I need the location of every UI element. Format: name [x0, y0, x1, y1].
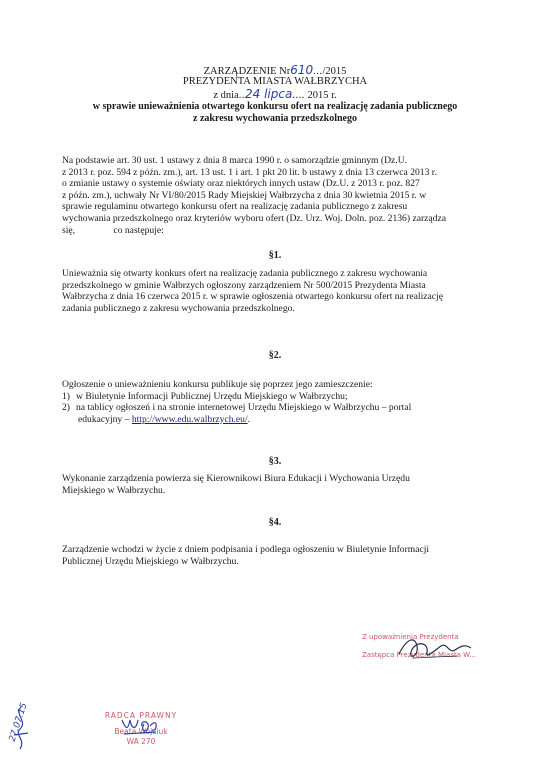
preamble-line: się, co następuje: — [62, 224, 164, 236]
handwritten-number: 610 — [290, 63, 314, 77]
preamble-line: o zmianie ustawy o systemie oświaty oraz niektórych innych ustaw (Dz.U. z 2013 r. poz. 827 — [62, 178, 420, 190]
list-number: 1) — [62, 390, 70, 402]
date-prefix: z dnia — [213, 90, 239, 101]
list-item — [62, 391, 496, 403]
section-line: Miejskiego w Wałbrzychu. — [62, 484, 166, 496]
stamp-line: RADCA PRAWNY — [104, 711, 178, 720]
section-intro: Ogłoszenie o unieważnieniu konkursu publikuje się poprzez jego zamieszczenie: — [62, 379, 373, 390]
stamp-line: Beata Wojciuk — [114, 727, 168, 736]
list-text — [76, 402, 496, 425]
section-line: Wykonanie zarządzenia powierza się Kierownikowi Biura Edukacji i Wychowania Urzędu — [62, 473, 410, 484]
section-1-title: §1. — [268, 250, 282, 261]
list-text-line: na tablicy ogłoszeń i na stronie internetowej Urzędu Miejskiego w Wałbrzychu – portal — [76, 402, 412, 414]
document-date: z dnia..24 lipca.... 2015 r. — [213, 87, 337, 101]
section-line: Publicznej Urzędu Miejskiego w Wałbrzychu. — [62, 555, 239, 567]
section-line: przedszkolnego w gminie Wałbrzych ogłoszony zarządzeniem Nr 500/2015 Prezydenta Miasta — [62, 279, 426, 291]
margin-date-text: 27.07.15 — [7, 701, 30, 743]
list-text-tail: . — [247, 413, 251, 425]
list-text: w Biuletynie Informacji Publicznej Urzędu Miejskiego w Wałbrzychu; — [76, 390, 348, 402]
number-prefix: ZARZĄDZENIE Nr — [203, 66, 291, 77]
section-line: Wałbrzycha z dnia 16 czerwca 2015 r. w sprawie ogłoszenia otwartego konkursu ofert na realizację — [62, 291, 443, 303]
section-line: zadania publicznego z zakresu wychowania przedszkolnego. — [62, 302, 295, 314]
section-4-body — [62, 544, 496, 567]
section-line: Unieważnia się otwarty konkurs ofert na realizację zadania publicznego z zakresu wychowania — [62, 268, 428, 279]
section-3-title: §3. — [268, 456, 282, 467]
handwritten-date: 24 lipca — [245, 87, 293, 101]
handwritten-initials — [118, 712, 162, 738]
list-text-line: edukacyjny – — [78, 413, 132, 425]
document-number: ZARZĄDZENIE Nr610.../2015 — [203, 63, 347, 77]
list-number: 2) — [62, 402, 70, 414]
list-item — [62, 402, 496, 425]
portal-link[interactable]: http://www.edu.walbrzych.eu/ — [131, 413, 248, 425]
section-1-body — [62, 268, 496, 314]
section-line: Zarządzenie wchodzi w życie z dniem podpisania i podlega ogłoszeniu w Biuletynie Informacji — [62, 544, 430, 555]
preamble-line: wychowania przedszkolnego oraz kryteriów wyboru ofert (Dz. Urz. Woj. Doln. poz. 2136) zarządza — [62, 212, 446, 224]
preamble-line: Na podstawie art. 30 ust. 1 ustawy z dnia 8 marca 1990 r. o samorządzie gminnym (Dz.U. — [62, 155, 408, 166]
preamble-line: z późn. zm.), uchwały Nr VI/80/2015 Rady Miejskiej Wałbrzycha z dnia 30 kwietnia 2015 r. w — [62, 189, 427, 201]
section-4-title: §4. — [268, 517, 282, 528]
section-3-body — [62, 473, 496, 496]
preamble-line: z 2013 r. poz. 594 z późn. zm.), art. 13 ust. 1 i art. 1 pkt 20 lit. b ustawy z dnia 13 czerwca 2013 r. — [62, 166, 437, 178]
preamble-line: sprawie regulaminu otwartego konkursu ofert na realizację zadania publicznego z zakresu — [62, 201, 408, 213]
number-suffix: /2015 — [322, 66, 347, 77]
stamp-line: WA 270 — [126, 737, 156, 746]
signature-image — [395, 632, 475, 666]
date-suffix: 2015 r. — [307, 90, 337, 101]
section-2-title: §2. — [268, 350, 282, 361]
issuing-authority: PREZYDENTA MIASTA WAŁBRZYCHA — [182, 76, 368, 87]
stamp-line: Zastępca Prezydenta Miasta W... — [362, 651, 476, 659]
section-2-body — [62, 379, 496, 425]
stamp-line: Z upoważnienia Prezydenta — [362, 633, 459, 641]
subject-line-2: z zakresu wychowania przedszkolnego — [193, 113, 357, 124]
preamble — [62, 155, 496, 236]
subject-line-1: w sprawie unieważnienia otwartego konkursu ofert na realizację zadania publicznego — [92, 101, 458, 112]
